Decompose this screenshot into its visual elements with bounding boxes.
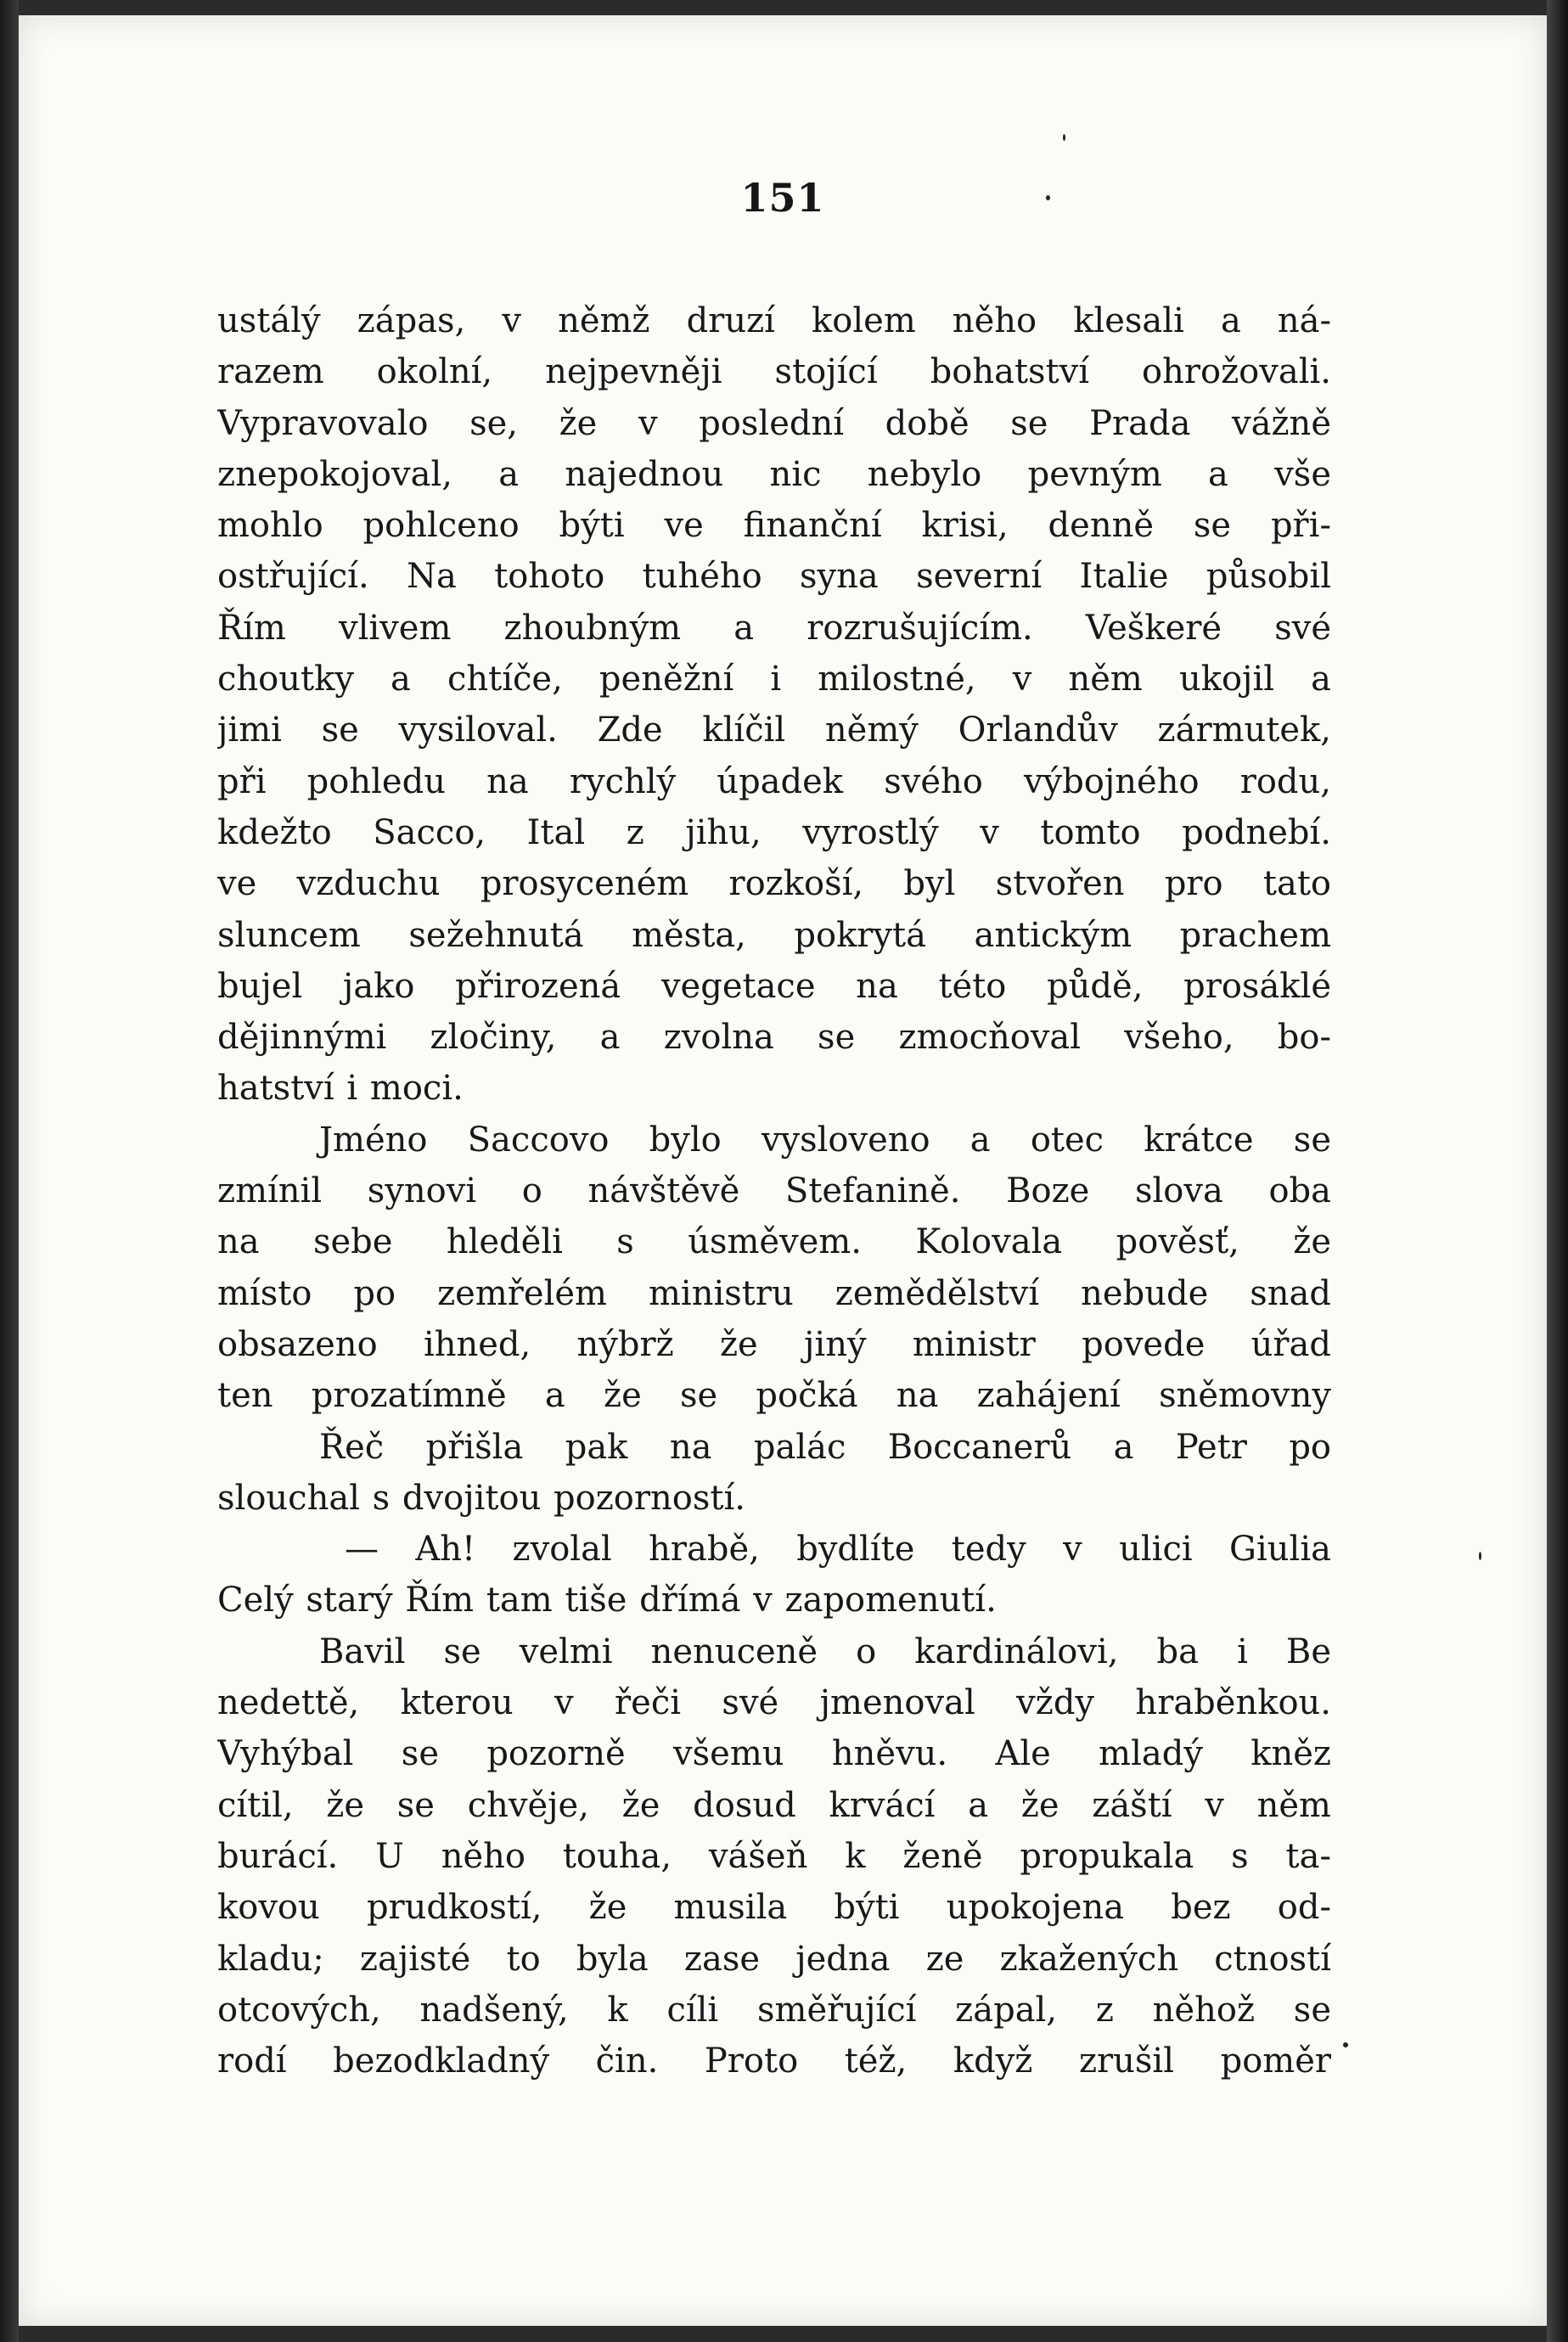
text-line: obsazeno ihned, nýbrž že jiný ministr povede úřad [217,1324,1331,1364]
text-line: cítil, že se chvěje, že dosud krvácí a že záští v něm [217,1785,1331,1825]
text-line: Vyhýbal se pozorně všemu hněvu. Ale mladý kněz [217,1734,1331,1774]
text-line: — Ah! zvolal hrabě, bydlíte tedy v ulici Giulia [345,1530,1331,1570]
text-line: mohlo pohlceno býti ve finanční krisi, denně se při- [217,506,1331,546]
text-line: kdežto Sacco, Ital z jihu, vyrostlý v tomto podnebí. [217,812,1331,852]
text-line: ustálý zápas, v němž druzí kolem něho klesali a ná- [217,301,1331,340]
scan-speck [1343,2042,1348,2047]
text-line: při pohledu na rychlý úpadek svého výbojného rodu, [217,761,1331,801]
scan-speck [1063,134,1065,141]
scan-right-edge [1547,0,1568,2342]
text-line: zmínil synovi o návštěvě Stefanině. Boze slova oba [217,1171,1331,1211]
text-line: Vypravovalo se, že v poslední době se Prada vážně [217,403,1331,443]
text-line: bujel jako přirozená vegetace na této půdě, prosáklé [217,966,1331,1006]
book-page [19,15,1547,2326]
text-line: slouchal s dvojitou pozorností. [217,1478,745,1518]
text-line: Řeč přišla pak na palác Boccanerů a Petr po [319,1427,1331,1467]
text-line: rodí bezodkladný čin. Proto též, když zrušil poměr [217,2042,1331,2081]
body-text [217,295,1331,2086]
text-line: ten prozatímně a že se počká na zahájení sněmovny [217,1376,1331,1416]
text-line: ostřující. Na tohoto tuhého syna severní Italie působil [217,557,1331,597]
text-line: Řím vlivem zhoubným a rozrušujícím. Veškeré své [217,608,1331,648]
text-line: kladu; zajisté to byla zase jedna ze zkažených ctností [217,1939,1331,1979]
text-line: razem okolní, nejpevněji stojící bohatství ohrožovali. [217,352,1331,392]
text-line: znepokojoval, a najednou nic nebylo pevným a vše [217,454,1331,494]
text-line: Jméno Saccovo bylo vysloveno a otec krátce se [319,1120,1331,1160]
scan-left-edge [0,0,19,2342]
scan-speck [1479,1552,1481,1560]
text-line: nedettě, kterou v řeči své jmenoval vždy hraběnkou. [217,1683,1331,1723]
text-line: choutky a chtíče, peněžní i milostné, v něm ukojil a [217,660,1331,699]
text-line: hatství i moci. [217,1069,464,1109]
scan-speck [1046,195,1050,200]
text-line: otcových, nadšený, k cíli směřující zápal, z něhož se [217,1990,1331,2030]
text-line: ve vzduchu prosyceném rozkoší, byl stvořen pro tato [217,864,1331,904]
text-line: kovou prudkostí, že musila býti upokojena bez od- [217,1888,1331,1928]
text-line: burácí. U něho touha, vášeň k ženě propukala s ta- [217,1836,1331,1876]
page-number: 151 [740,175,825,221]
text-line: místo po zemřelém ministru zemědělství nebude snad [217,1273,1331,1313]
text-line: Celý starý Řím tam tiše dřímá v zapomenutí. [217,1581,997,1620]
text-line: dějinnými zločiny, a zvolna se zmocňoval všeho, bo- [217,1018,1331,1058]
text-line: jimi se vysiloval. Zde klíčil němý Orlandův zármutek, [217,710,1331,750]
text-line: Bavil se velmi nenuceně o kardinálovi, ba i Be [319,1632,1331,1671]
text-line: na sebe hleděli s úsměvem. Kolovala pověsť, že [217,1222,1331,1262]
text-line: sluncem sežehnutá města, pokrytá antickým prachem [217,915,1331,955]
